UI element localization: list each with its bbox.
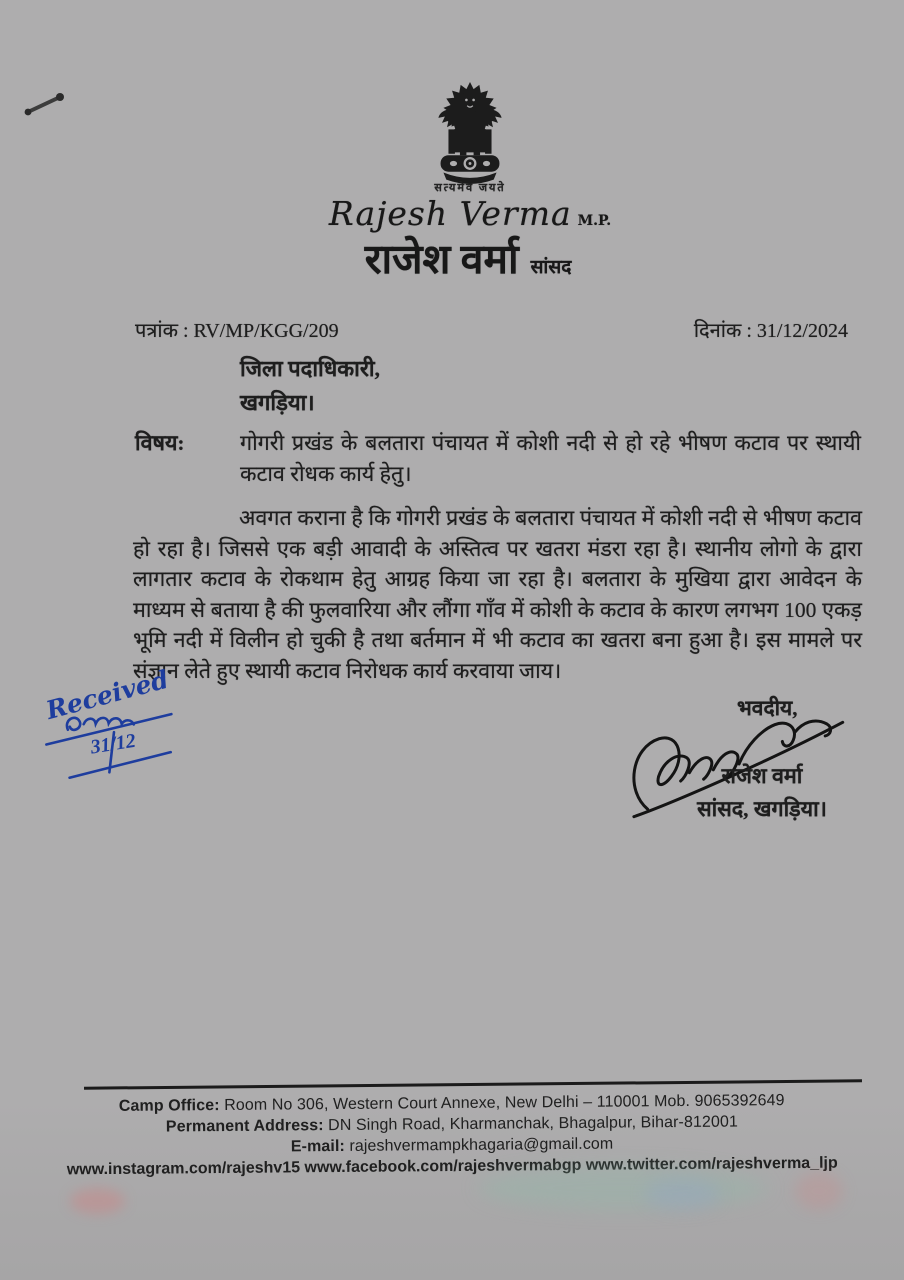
letterhead-name-hindi <box>365 230 572 286</box>
scan-smudge-teal <box>478 1166 768 1210</box>
ashoka-emblem-icon <box>434 82 506 194</box>
date-value: 31/12/2024 <box>756 320 848 342</box>
designation-hindi: सांसद <box>530 257 572 278</box>
footer-divider <box>84 1079 862 1089</box>
subject-label: विषय: <box>135 431 185 455</box>
recipient-district: खगड़िया। <box>240 390 315 415</box>
signatory-block <box>672 760 852 826</box>
email-label: E-mail: <box>290 1137 345 1156</box>
letter-ref-line <box>135 316 339 343</box>
permanent-address-label: Permanent Address: <box>165 1117 324 1136</box>
handwritten-received-note <box>36 664 200 788</box>
received-annotation-date: 31/12 <box>88 729 138 759</box>
email-value: rajeshvermampkhagaria@gmail.com <box>349 1135 614 1155</box>
staple-mark-artifact <box>20 88 72 120</box>
signatory-name-hindi: राजेश वर्मा <box>721 764 803 788</box>
recipient-block <box>240 352 380 420</box>
signatory-designation-hindi: सांसद, खगड़िया। <box>697 797 827 821</box>
letter-body-paragraph: अवगत कराना है कि गोगरी प्रखंड के बलतारा पंचायत में कोशी नदी से भीषण कटाव हो रहा है। जिससे एक बड़ी आवादी के अस्तित्व पर खतरा मंडरा रहा है। स्थानीय लोगो के द्वारा लागतार कटाव के रोकथाम हेतु आग्रह किया जा रहा है। बलतारा के मुखिया द्वारा आवेदन के माध्यम से बताया है की फुलवारिया और लौंगा गाँव में कोशी के कटाव के कारण लगभग 100 एकड़ भूमि नदी में विलीन हो चुकी है तथा बर्तमान में भी कटाव का खतरा बना हुआ है। इस मामले पर संज्ञान लेते हुए स्थायी कटाव निरोधक कार्य करवाया जाय। <box>133 506 862 683</box>
permanent-address-value: DN Singh Road, Kharmanchak, Bhagalpur, Bihar-812001 <box>328 1113 738 1135</box>
closing-salutation: भवदीय, <box>737 696 798 720</box>
camp-office-value: Room No 306, Western Court Annexe, New Delhi – 110001 Mob. 9065392649 <box>224 1092 785 1114</box>
letterhead-name-english <box>329 194 611 233</box>
mp-suffix: M.P. <box>577 213 612 229</box>
received-annotation-text: Received <box>43 664 172 726</box>
camp-office-label: Camp Office: <box>118 1097 220 1115</box>
ref-label: पत्रांक : <box>135 320 189 342</box>
scan-smudge-pink <box>70 1188 125 1214</box>
recipient-designation: जिला पदाधिकारी, <box>240 356 381 381</box>
subject-row <box>135 428 861 490</box>
date-label: दिनांक : <box>693 320 752 342</box>
letter-date-line <box>694 316 848 343</box>
footer-social-links: www.instagram.com/rajeshv15 www.facebook.com/rajeshvermabgp www.twitter.com/rajeshverma_ljp <box>66 1154 838 1179</box>
emblem-motto: सत्यमेव जयते <box>434 182 506 194</box>
scan-smudge-blue <box>645 1178 720 1210</box>
scan-smudge-pink-right <box>795 1172 843 1210</box>
footer-block <box>57 1091 848 1180</box>
ref-number: RV/MP/KGG/209 <box>193 320 339 342</box>
name-hindi-text: राजेश वर्मा <box>364 236 519 282</box>
subject-text: गोगरी प्रखंड के बलतारा पंचायत में कोशी नदी से हो रहे भीषण कटाव पर स्थायी कटाव रोधक कार्य हेतु। <box>240 431 861 486</box>
name-english-text: Rajesh Verma <box>328 194 572 233</box>
